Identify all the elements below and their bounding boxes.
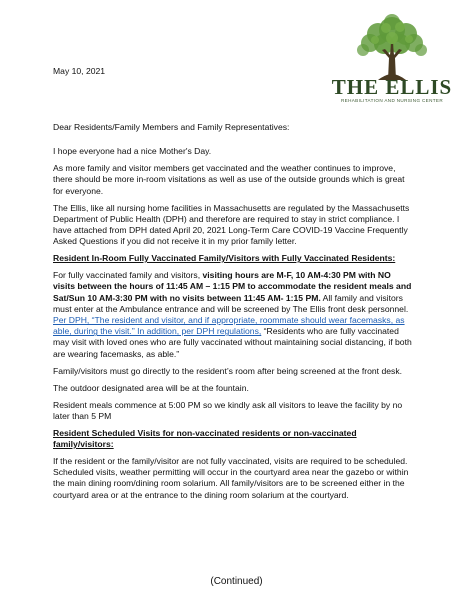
compliance-paragraph: The Ellis, like all nursing home facilities in Massachusetts are regulated by the Massachusetts Department of Public Health (DPH) and therefore are required to stay in strict compliance. I have attached from DPH dated April 20, 2021 Long-Term Care COVID-19 Vaccine Frequently Asked Questions if you did not receive it in my prior family letter. xyxy=(53,202,410,247)
logo-tagline: REHABILITATION AND NURSING CENTER xyxy=(341,98,443,103)
section-heading-vaccinated: Resident In-Room Fully Vaccinated Family/Visitors with Fully Vaccinated Residents: xyxy=(53,253,396,264)
visiting-hours-bold: visiting hours are M-F, 10 AM-4:30 PM with NO visits between the hours of 11:45 AM – 1:15 PM to accommodate the resident meals and Sat/Sun 10 AM-3:30 PM with no visits between 11:45 AM- 1:15 PM. xyxy=(53,270,412,303)
entrance-text: All family and visitors must enter at the Ambulance entrance and will be screened by The Ellis front desk personnel. xyxy=(53,292,409,314)
salutation: Dear Residents/Family Members and Family Representatives: xyxy=(53,122,290,132)
meals-paragraph: Resident meals commence at 5:00 PM so we kindly ask all visitors to leave the facility by no later than 5 PM xyxy=(53,399,403,421)
section-heading-non-vaccinated: Resident Scheduled Visits for non-vaccinated residents or non-vaccinated family/visitors: xyxy=(53,427,357,450)
intro-paragraph: I hope everyone had a nice Mother's Day. xyxy=(53,146,212,157)
logo-name: THE ELLIS xyxy=(331,75,453,99)
outdoor-area-paragraph: The outdoor designated area will be at the fountain. xyxy=(53,382,249,393)
dph-quote-text: “Residents who are fully vaccinated may visit with loved ones who are fully vaccinated without maintaining social distancing, if both are wearing facemasks, as able.” xyxy=(53,326,412,359)
visiting-hours-paragraph xyxy=(53,270,415,360)
go-to-room-paragraph: Family/visitors must go directly to the resident’s room after being screened at the front desk. xyxy=(53,365,402,376)
ellis-logo xyxy=(330,14,454,106)
scheduled-visits-paragraph: If the resident or the family/visitor are not fully vaccinated, visits are required to be scheduled. Scheduled visits, weather permitting will occur in the courtyard area near the gazebo or within the main dining room/dining room solarium. All family/visitors are to be screened either in the courtyard area or at the entrance to the dining room solarium at the courtyard. xyxy=(53,456,409,500)
continued-label: (Continued) xyxy=(210,576,263,587)
vaccination-paragraph: As more family and visitor members get vaccinated and the weather continues to improve, there should be more in-room visitations as well as use of the outside grounds which is great for everyone. xyxy=(53,163,405,196)
tree-icon xyxy=(330,14,454,80)
letter-date: May 10, 2021 xyxy=(53,66,106,76)
dph-facemask-link[interactable]: Per DPH, “The resident and visitor, and if appropriate, roommate should wear facemasks, as able, during the visit.” In addition, per DPH regulations, xyxy=(53,315,405,337)
letter-body xyxy=(53,122,415,507)
visiting-intro-text: For fully vaccinated family and visitors, xyxy=(53,270,203,281)
